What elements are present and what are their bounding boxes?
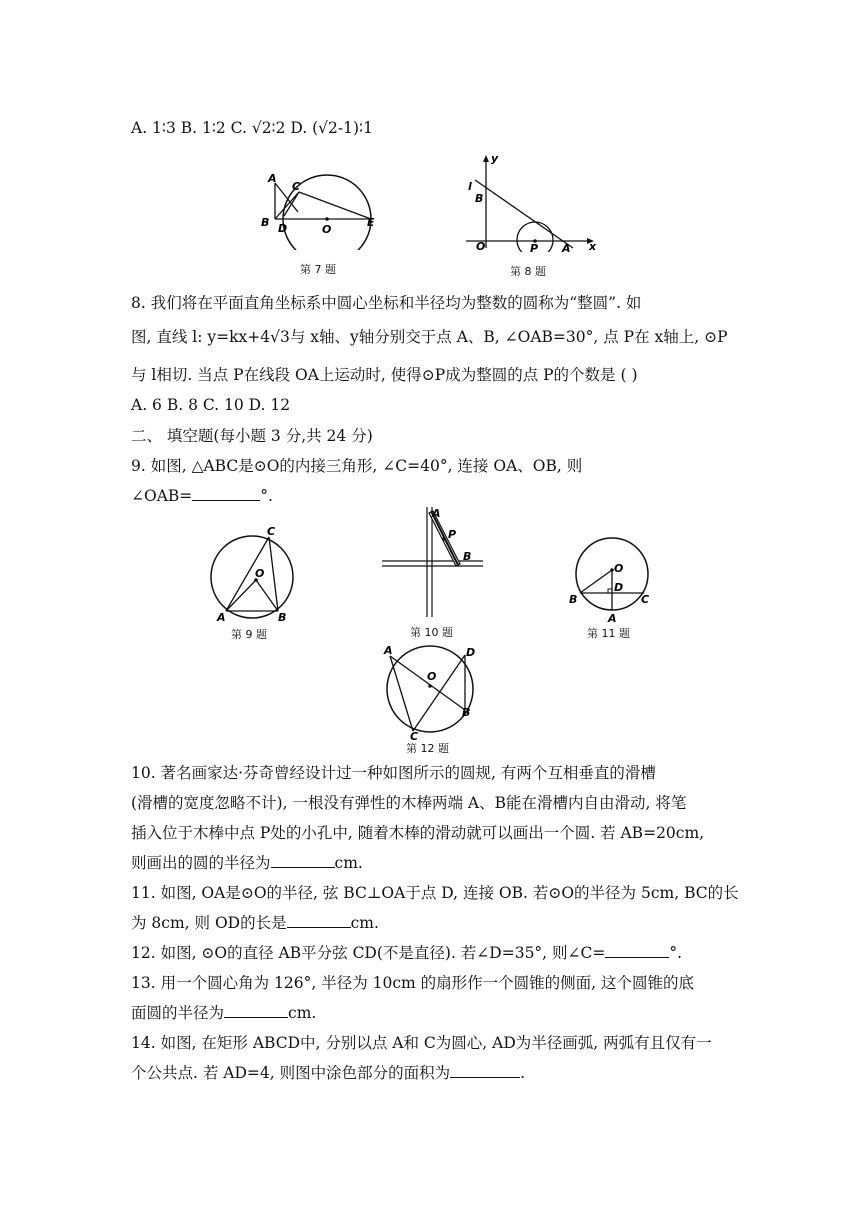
q8-line-3: 与 l相切. 当点 P在线段 OA上运动时, 使得⊙P成为整圆的点 P的个数是 ( ) — [131, 366, 638, 384]
q11-prefix: 为 8cm, 则 OD的长是 — [131, 914, 287, 932]
label-c: C — [410, 730, 419, 740]
label-b: B — [462, 706, 471, 719]
label-a: A — [384, 644, 393, 657]
q10-line-4 — [131, 852, 363, 874]
q10-answer-blank[interactable] — [271, 853, 335, 868]
q8-line-2: 图, 直线 l: y=kx+4√3与 x轴、y轴分别交于点 A、B, ∠OAB=30°, 点 P在 x轴上, ⊙P — [131, 328, 728, 346]
figure-stroke — [299, 192, 371, 219]
label-d: D — [614, 581, 624, 594]
q14-suffix: . — [520, 1064, 526, 1082]
figure-stroke — [390, 656, 413, 731]
figure-9 — [206, 525, 296, 625]
q13-answer-blank[interactable] — [224, 1003, 288, 1018]
label-b: B — [261, 216, 270, 229]
q11-suffix: cm. — [350, 914, 379, 932]
label-a: A — [432, 507, 441, 520]
q8-options: A. 6 B. 8 C. 10 D. 12 — [131, 396, 291, 414]
label-o: O — [427, 670, 437, 683]
label-a: A — [608, 612, 617, 624]
figure-8-caption: 第 8 题 — [510, 265, 546, 278]
q13-line-2 — [131, 1002, 316, 1024]
q9-prefix: ∠OAB= — [131, 487, 193, 505]
figure-stroke — [483, 155, 489, 162]
q14-prefix: 个公共点. 若 AD=4, 则图中涂色部分的面积为 — [131, 1064, 451, 1082]
figure-stroke — [475, 180, 573, 248]
figure-8 — [462, 152, 600, 252]
q14-line-1: 14. 如图, 在矩形 ABCD中, 分别以点 A和 C为圆心, AD为半径画弧, 两弧有且仅有一 — [131, 1034, 712, 1052]
figure-7-caption: 第 7 题 — [300, 263, 336, 276]
q12-prefix: 12. 如图, ⊙O的直径 AB平分弦 CD(不是直径). 若∠D=35°, 则∠C= — [131, 944, 606, 962]
figure-stroke — [428, 684, 432, 688]
q12-line-1 — [131, 942, 682, 964]
q13-prefix: 面圆的半径为 — [131, 1004, 225, 1022]
label-o: O — [614, 562, 624, 575]
label-p: P — [448, 528, 457, 541]
label-x: x — [589, 240, 597, 252]
label-p: P — [530, 242, 539, 252]
figure-stroke — [390, 656, 465, 710]
q10-suffix: cm. — [334, 854, 363, 872]
label-b: B — [569, 593, 578, 606]
q9-suffix: °. — [260, 487, 273, 505]
figure-11-caption: 第 11 题 — [587, 627, 630, 640]
q9-line-1: 9. 如图, △ABC是⊙O的内接三角形, ∠C=40°, 连接 OA、OB, 则 — [131, 457, 583, 475]
label-e: E — [367, 216, 375, 229]
label-o: O — [476, 240, 486, 252]
q14-answer-blank[interactable] — [450, 1063, 520, 1078]
q14-line-2 — [131, 1062, 525, 1084]
figure-10-caption: 第 10 题 — [410, 626, 453, 639]
label-y: y — [491, 152, 499, 165]
q10-line-1: 10. 著名画家达·芬奇曾经设计过一种如图所示的圆规, 有两个互相垂直的滑槽 — [131, 764, 656, 782]
label-b: B — [278, 611, 287, 624]
label-a: A — [562, 242, 571, 252]
q9-line-2 — [131, 485, 273, 507]
q11-answer-blank[interactable] — [287, 913, 351, 928]
label-b: B — [475, 192, 484, 205]
q10-line-2: (滑槽的宽度忽略不计), 一根没有弹性的木棒两端 A、B能在滑槽内自由滑动, 将笔 — [131, 794, 687, 812]
label-o: O — [322, 223, 332, 236]
q12-answer-blank[interactable] — [605, 943, 669, 958]
q13-suffix: cm. — [288, 1004, 317, 1022]
figure-7 — [258, 170, 383, 250]
label-b: B — [463, 550, 472, 563]
label-a: A — [268, 172, 277, 185]
q12-suffix: °. — [669, 944, 683, 962]
label-c: C — [641, 593, 650, 606]
figure-11 — [566, 532, 656, 624]
figure-stroke — [580, 570, 612, 593]
figure-stroke — [442, 537, 446, 541]
label-c: C — [292, 180, 301, 193]
figure-9-caption: 第 9 题 — [231, 628, 267, 641]
label-c: C — [267, 525, 276, 538]
q9-answer-blank[interactable] — [192, 486, 260, 501]
q8-line-1: 8. 我们将在平面直角坐标系中圆心坐标和半径均为整数的圆称为“整圆”. 如 — [131, 294, 642, 312]
figure-12-caption: 第 12 题 — [406, 742, 449, 755]
label-l: l — [468, 180, 472, 193]
q10-line-3: 插入位于木棒中点 P处的小孔中, 随着木棒的滑动就可以画出一个圆. 若 AB=20cm, — [131, 824, 705, 842]
figure-stroke — [413, 655, 465, 731]
q10-prefix: 则画出的圆的半径为 — [131, 854, 271, 872]
figure-stroke — [211, 536, 293, 618]
label-d: D — [466, 646, 476, 659]
label-d: D — [278, 222, 288, 235]
figure-12 — [380, 640, 480, 740]
figure-10 — [380, 505, 485, 620]
figure-stroke — [325, 217, 329, 221]
label-a: A — [217, 611, 226, 624]
section-2-heading: 二、 填空题(每小题 3 分,共 24 分) — [131, 427, 373, 445]
q13-line-1: 13. 用一个圆心角为 126°, 半径为 10cm 的扇形作一个圆锥的侧面, 这个圆锥的底 — [131, 974, 695, 992]
label-o: O — [255, 567, 265, 580]
q11-line-2 — [131, 912, 379, 934]
q7-options: A. 1∶3 B. 1∶2 C. √2∶2 D. (√2-1)∶1 — [131, 119, 373, 137]
q11-line-1: 11. 如图, OA是⊙O的半径, 弦 BC⊥OA于点 D, 连接 OB. 若⊙O的半径为 5cm, BC的长 — [131, 884, 739, 902]
figure-stroke — [275, 192, 299, 219]
